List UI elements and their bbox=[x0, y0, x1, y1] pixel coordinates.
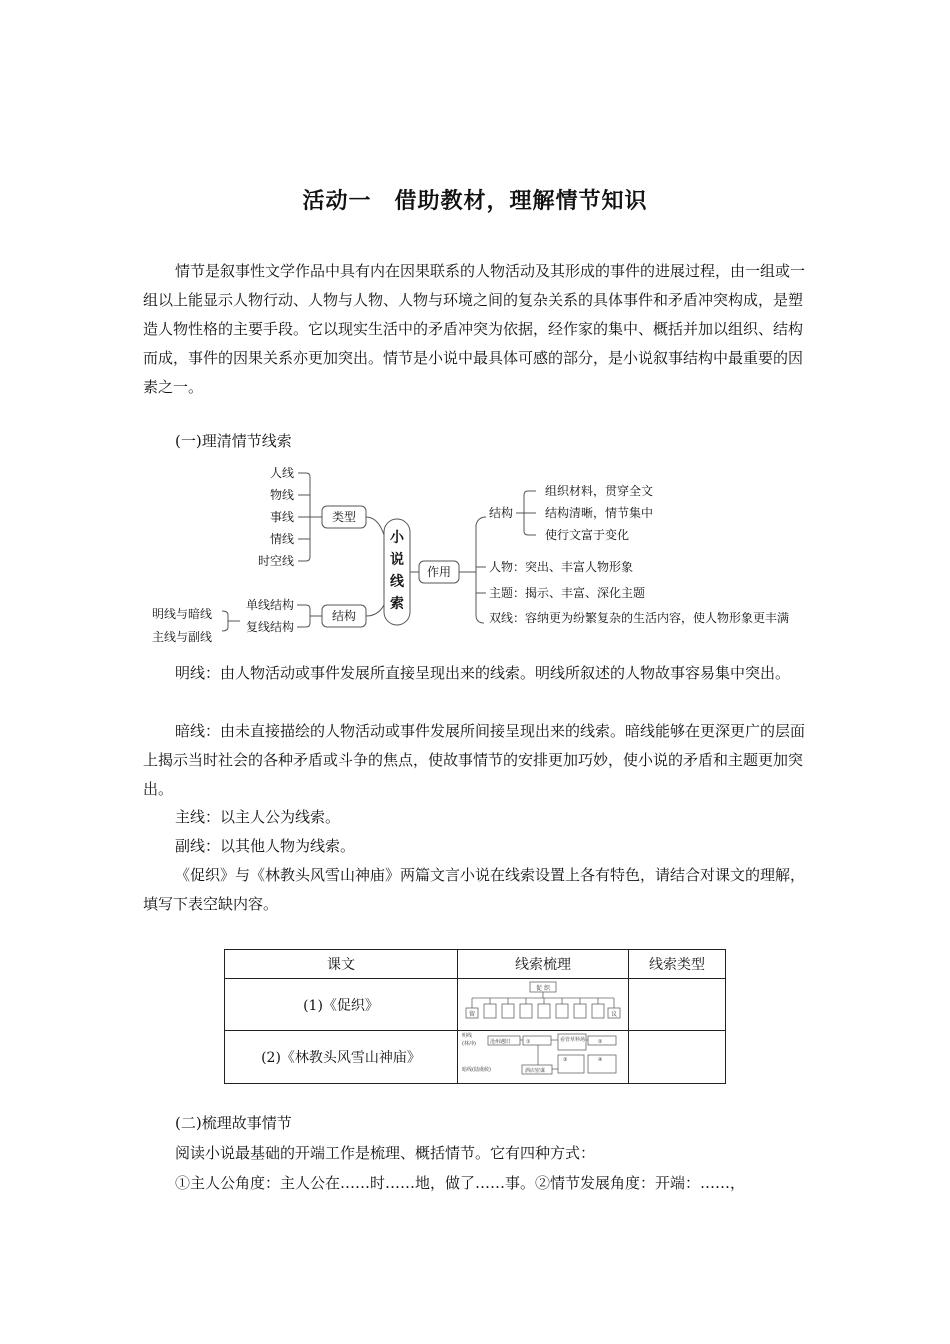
center-char: 说 bbox=[390, 552, 404, 568]
answer-cell[interactable] bbox=[629, 1031, 726, 1084]
page-title: 活动一 借助教材，理解情节知识 bbox=[302, 189, 648, 214]
text-cell: (1)《促织》 bbox=[225, 979, 458, 1031]
use-struct-item: 使行文富于变化 bbox=[545, 528, 630, 542]
def-zhu: 主线：以主人公为线索。 bbox=[175, 808, 341, 826]
text-cell: (2)《林教头风雪山神庙》 bbox=[225, 1031, 458, 1084]
intro-paragraph: 情节是叙事性文学作品中具有内在因果联系的人物活动及其形成的事件的进展过程，由一组或一组以上能显示人物行动、人物与人物、人物与环境之间的复杂关系的具体事件和矛盾冲突构成，是塑造人物性格的主要手段。它以现实生活中的矛盾冲突为依据，经作家的集中、概括并加以组织、结构而成，事件的因果关系亦更加突出。情节是小说中最具体可感的部分，是小说叙事结构中最重要的因素之一。 bbox=[143, 262, 806, 396]
header-cell: 线索类型 bbox=[629, 950, 726, 979]
task-text: 《促织》与《林教头风雪山神庙》两篇文言小说在线索设置上各有特色，请结合对课文的理解，填写下表空缺内容。 bbox=[143, 866, 806, 913]
struct-sub-item: 明线与暗线 bbox=[151, 607, 212, 621]
mini-box: 酒店密谋 bbox=[525, 1068, 546, 1074]
clue-map-cell bbox=[458, 979, 629, 1031]
use-item: 人物：突出、丰富人物形象 bbox=[489, 560, 634, 574]
plot-clue-diagram bbox=[0, 455, 950, 655]
section-heading-2: (二)梳理故事情节 bbox=[175, 1114, 292, 1132]
section2-line2: ①主人公角度：主人公在……时……地，做了……事。②情节发展角度：开端：……， bbox=[175, 1174, 746, 1192]
clue-map-cell bbox=[458, 1031, 629, 1084]
section2-line1: 阅读小说最基础的开端工作是梳理、概括情节。它有四种方式： bbox=[175, 1144, 596, 1162]
mini-box: ② bbox=[598, 1039, 603, 1045]
center-char: 线 bbox=[390, 574, 404, 590]
def-an: 暗线：由未直接描绘的人物活动或事件发展所间接呈现出来的线索。暗线能够在更深更广的层面上揭示当时社会的各种矛盾或斗争的焦点，使故事情节的安排更加巧妙，使小说的矛盾和主题更加突出。 bbox=[143, 722, 806, 798]
table-row bbox=[225, 1031, 726, 1084]
mini-box: ③ bbox=[563, 1057, 568, 1063]
mini-box: 沧州遇旧 bbox=[490, 1039, 511, 1045]
type-item: 时空线 bbox=[257, 554, 294, 568]
struct-box: 结构 bbox=[331, 609, 357, 623]
table-header-row bbox=[225, 950, 726, 979]
use-item: 双线：容纳更为纷繁复杂的生活内容，使人物形象更丰满 bbox=[489, 611, 790, 625]
struct-item: 单线结构 bbox=[245, 598, 294, 612]
mini-right: 议 bbox=[610, 1010, 618, 1018]
type-item: 人线 bbox=[269, 466, 294, 480]
type-item: 情线 bbox=[269, 532, 294, 546]
type-item: 事线 bbox=[269, 510, 294, 524]
mini-ming: 明线 bbox=[462, 1033, 473, 1039]
table-row bbox=[225, 979, 726, 1031]
section-heading-1: (一)理清情节线索 bbox=[175, 432, 292, 450]
center-char: 小 bbox=[390, 530, 404, 546]
mini-left: 留 bbox=[468, 1010, 476, 1018]
mini-top: 促 织 bbox=[536, 984, 550, 992]
header-cell: 课文 bbox=[225, 950, 458, 979]
center-char: 索 bbox=[390, 596, 404, 612]
use-struct-item: 组织材料，贯穿全文 bbox=[545, 484, 654, 498]
def-ming: 明线：由人物活动或事件发展所直接呈现出来的线索。明线所叙述的人物故事容易集中突出。 bbox=[175, 664, 791, 682]
struct-sub-item: 主线与副线 bbox=[151, 630, 212, 644]
use-struct-label: 结构 bbox=[489, 506, 514, 520]
mini-ming-sub: (林冲) bbox=[462, 1041, 476, 1047]
clue-table bbox=[224, 949, 726, 1084]
mini-an: 暗线(陆虞候) bbox=[462, 1067, 491, 1073]
use-item: 主题：揭示、丰富、深化主题 bbox=[489, 586, 646, 600]
answer-cell[interactable] bbox=[629, 979, 726, 1031]
use-box: 作用 bbox=[426, 565, 452, 579]
type-box: 类型 bbox=[331, 510, 357, 524]
mini-box: ① bbox=[526, 1039, 531, 1045]
struct-item: 复线结构 bbox=[245, 620, 294, 634]
mini-box: ④ bbox=[598, 1057, 603, 1063]
mini-box: 看管草料场 bbox=[560, 1037, 586, 1043]
header-cell: 线索梳理 bbox=[458, 950, 629, 979]
use-struct-item: 结构清晰，情节集中 bbox=[545, 506, 654, 520]
type-item: 物线 bbox=[269, 488, 294, 502]
cuzhi-mini-diagram bbox=[460, 980, 626, 1026]
linjiaotou-mini-diagram bbox=[460, 1031, 626, 1079]
def-fu: 副线：以其他人物为线索。 bbox=[175, 837, 356, 855]
